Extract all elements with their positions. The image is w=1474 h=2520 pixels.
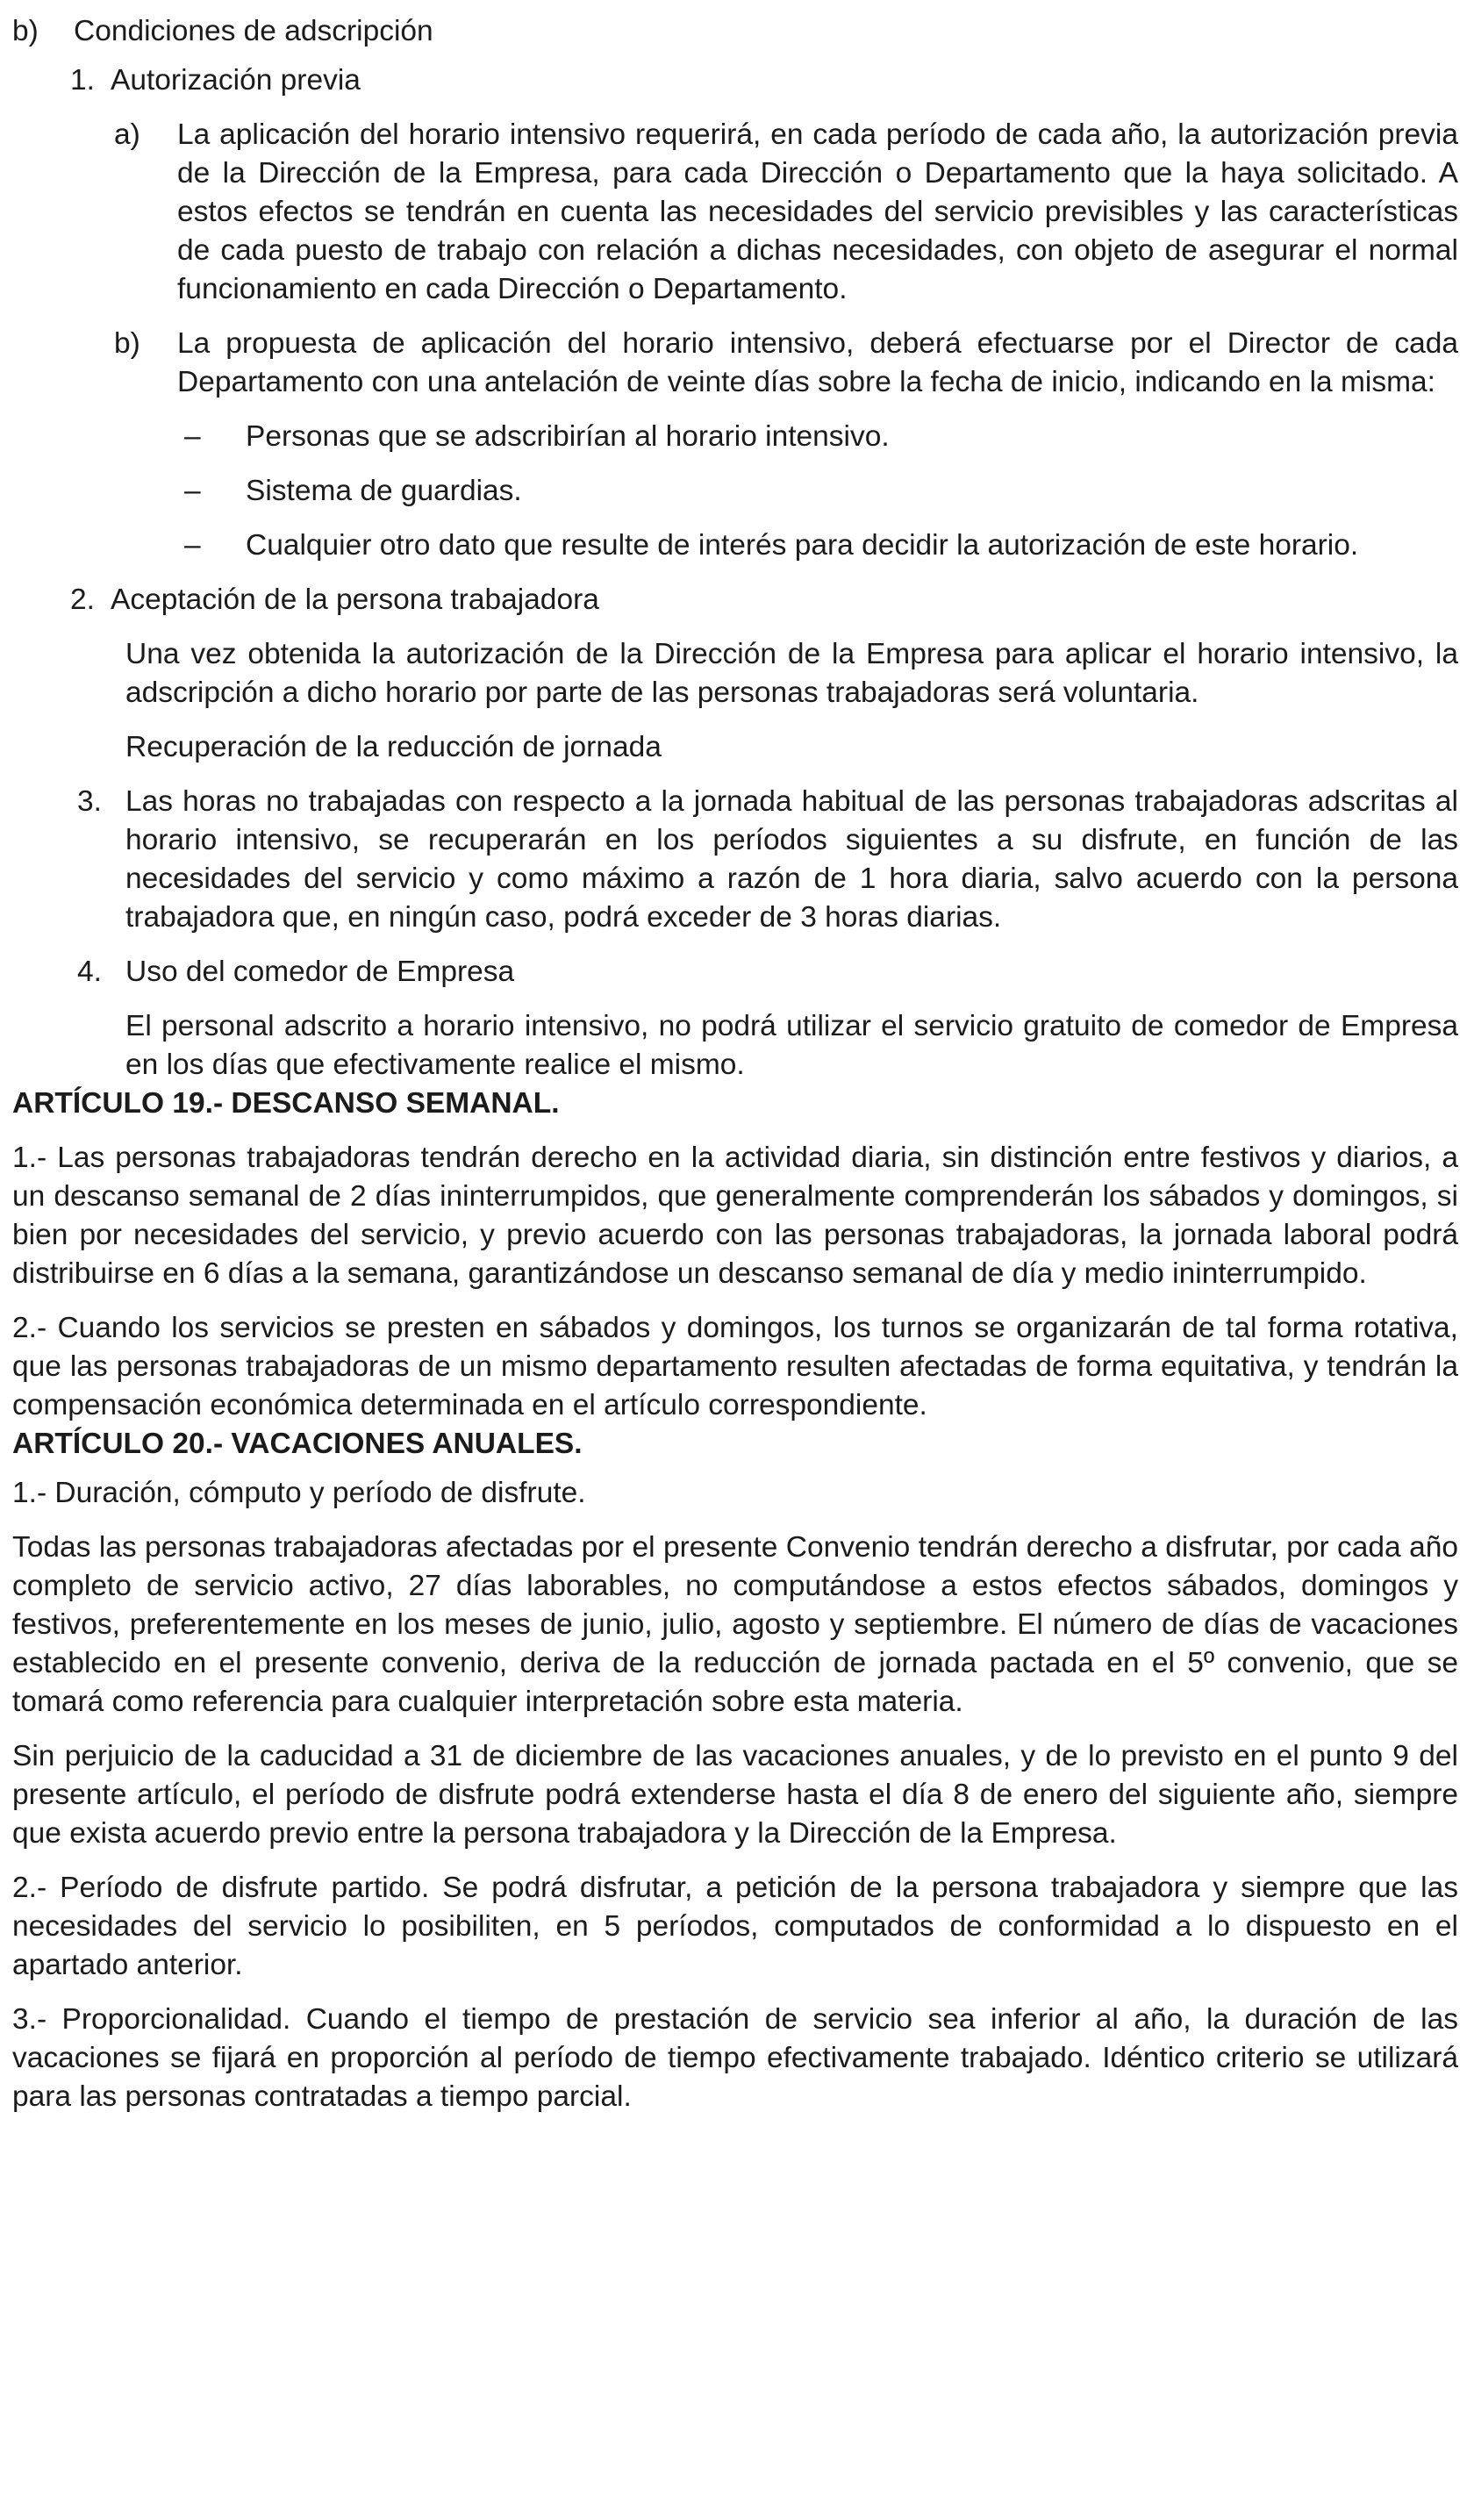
item-4-title: Uso del comedor de Empresa [125,956,515,988]
item-4-text: El personal adscrito a horario intensivo, no podrá utilizar el servicio gratuito de comedor de Empresa en los días que efectivamente realice el mismo. [125,1010,1458,1081]
item-2-title: Aceptación de la persona trabajadora [111,583,599,616]
document-page [12,12,1458,2116]
article-19-paragraph-1: 1.- Las personas trabajadoras tendrán derecho en la actividad diaria, sin distinción entre festivos y diarios, a un descanso semanal de 2 días ininterrumpidos, que generalmente comprenderán los sábados y domingos, si bien por necesidades del servicio, y previo acuerdo con las personas trabajadoras, la jornada laboral podrá distribuirse en 6 días a la semana, garantizándose un descanso semanal de día y medio ininterrumpido. [12,1142,1458,1290]
item-2-marker: 2. [70,583,95,616]
item-1b [114,325,1458,402]
article-20-paragraph-3: 2.- Período de disfrute partido. Se podrá disfrutar, a petición de la persona trabajadora y siempre que las necesidades del servicio lo posibiliten, en 5 períodos, computados de conformidad a lo dispuesto en el apartado anterior. [12,1872,1458,1981]
item-2-heading [70,581,1458,619]
item-2-subtitle: Recuperación de la reducción de jornada [125,731,662,763]
item-1-title: Autorización previa [111,64,361,97]
item-2-text: Una vez obtenida la autorización de la Dirección de la Empresa para aplicar el horario intensivo, la adscripción a dicho horario por parte de las personas trabajadoras será voluntaria. [125,638,1458,709]
item-3-text: Las horas no trabajadas con respecto a la jornada habitual de las personas trabajadoras adscritas al horario intensivo, se recuperarán en los períodos siguientes a su disfrute, en función de las necesidades del servicio y como máximo a razón de 1 hora diaria, salvo acuerdo con la persona trabajadora que, en ningún caso, podrá exceder de 3 horas diarias. [125,785,1458,934]
article-19-paragraph-2: 2.- Cuando los servicios se presten en sábados y domingos, los turnos se organizarán de tal forma rotativa, que las personas trabajadoras de un mismo departamento resulten afectadas de forma equitativa, y tendrán la compensación económica determinada en el artículo correspondiente. [12,1312,1458,1421]
item-3 [77,783,1458,937]
item-3-marker: 3. [77,785,102,818]
article-20-title: ARTÍCULO 20.- VACACIONES ANUALES. [12,1428,583,1460]
section-b-marker: b) [12,15,39,47]
article-19-title: ARTÍCULO 19.- DESCANSO SEMANAL. [12,1087,560,1120]
list-item [184,526,1458,565]
section-b-heading [12,12,1458,51]
item-1-heading [70,61,1458,100]
item-4-marker: 4. [77,956,102,988]
dash-marker: – [184,475,201,507]
dash-marker: – [184,529,201,562]
list-item [184,418,1458,456]
dash-marker: – [184,420,201,453]
item-4-heading [77,953,1458,992]
item-1a-marker: a) [114,118,140,151]
item-1-marker: 1. [70,64,95,97]
list-item-text: Cualquier otro dato que resulte de interés para decidir la autorización de este horario. [246,529,1359,562]
list-item-text: Personas que se adscribirían al horario intensivo. [246,420,890,453]
item-1a [114,116,1458,309]
article-20-paragraph-4: 3.- Proporcionalidad. Cuando el tiempo de prestación de servicio sea inferior al año, la duración de las vacaciones se fijará en proporción al período de tiempo efectivamente trabajado. Idéntico criterio se utilizará para las personas contratadas a tiempo parcial. [12,2003,1458,2113]
item-1b-marker: b) [114,327,140,360]
article-20-subtitle-1: 1.- Duración, cómputo y período de disfrute. [12,1477,586,1509]
item-1b-text: La propuesta de aplicación del horario intensivo, deberá efectuarse por el Director de cada Departamento con una antelación de veinte días sobre la fecha de inicio, indicando en la misma: [177,327,1458,398]
list-item-text: Sistema de guardias. [246,475,522,507]
article-20-paragraph-2: Sin perjuicio de la caducidad a 31 de diciembre de las vacaciones anuales, y de lo previsto en el punto 9 del presente artículo, el período de disfrute podrá extenderse hasta el día 8 de enero del siguiente año, siempre que exista acuerdo previo entre la persona trabajadora y la Dirección de la Empresa. [12,1740,1458,1850]
list-item [184,472,1458,511]
section-b-title: Condiciones de adscripción [74,15,433,47]
article-20-paragraph-1: Todas las personas trabajadoras afectadas por el presente Convenio tendrán derecho a disfrutar, por cada año completo de servicio activo, 27 días laborables, no computándose a estos efectos sábados, domingos y festivos, preferentemente en los meses de junio, julio, agosto y septiembre. El número de días de vacaciones establecido en el presente convenio, deriva de la reducción de jornada pactada en el 5º convenio, que se tomará como referencia para cualquier interpretación sobre esta materia. [12,1531,1458,1718]
item-1a-text: La aplicación del horario intensivo requerirá, en cada período de cada año, la autorización previa de la Dirección de la Empresa, para cada Dirección o Departamento que la haya solicitado. A estos efectos se tendrán en cuenta las necesidades del servicio previsibles y las características de cada puesto de trabajo con relación a dichas necesidades, con objeto de asegurar el normal funcionamiento en cada Dirección o Departamento. [177,118,1458,305]
